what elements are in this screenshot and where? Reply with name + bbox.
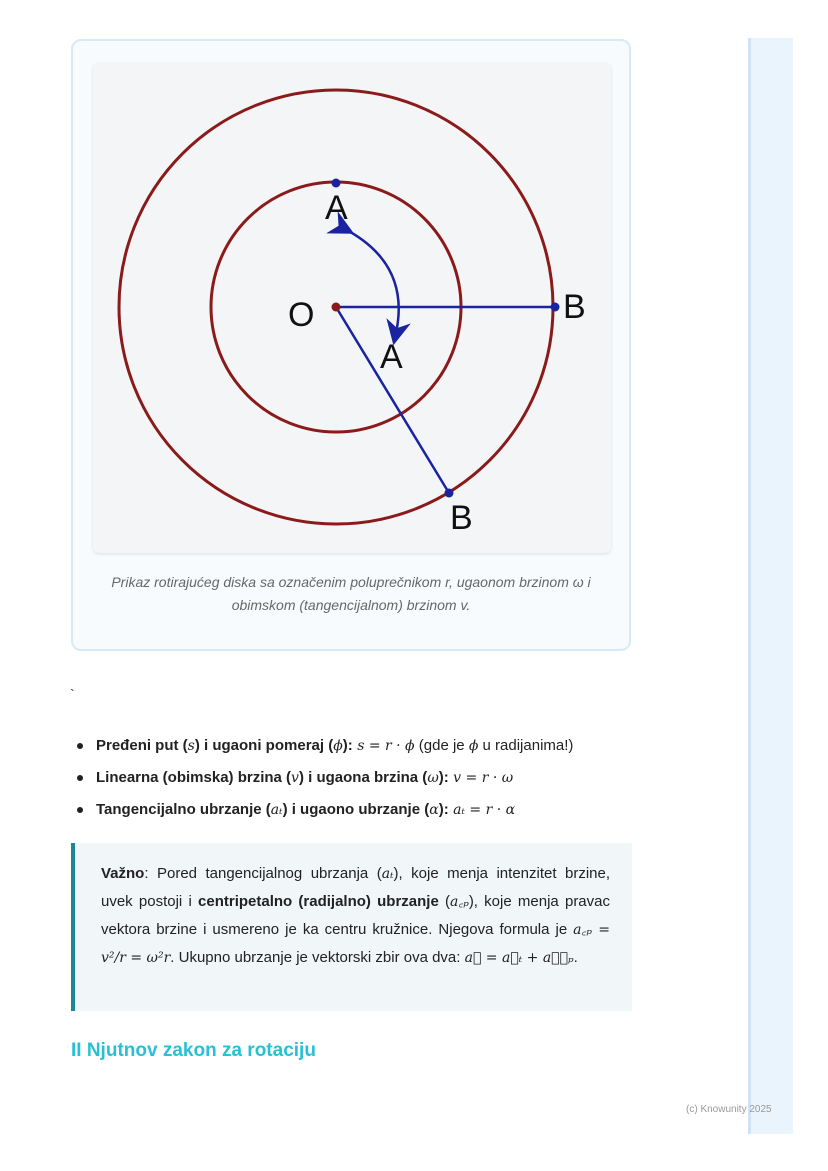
side-panel (748, 38, 793, 1134)
rotating-disk-diagram (93, 63, 611, 553)
center-point (332, 303, 341, 312)
list-item: Pređeni put (s) i ugaoni pomeraj (ϕ): s = r · ϕ (gde je ϕ u radijanima!) (72, 730, 573, 762)
section-heading: II Njutnov zakon za rotaciju (71, 1040, 316, 1061)
list-item: Linearna (obimska) brzina (v) i ugaona brzina (ω): v = r · ω (72, 762, 573, 794)
copyright-footer: (c) Knowunity 2025 (686, 1104, 772, 1115)
point-b-lower (445, 489, 454, 498)
label-b-right: B (563, 288, 586, 326)
note-label: Važno (101, 865, 145, 882)
radius-line-diagonal (336, 307, 449, 493)
figure-caption: Prikaz rotirajućeg diska sa označenim poluprečnikom r, ugaonom brzinom ω i obimskom (tangencijalnom) brzinom v. (111, 574, 591, 613)
label-a-angle: A (380, 338, 403, 376)
point-b-right (551, 303, 560, 312)
list-item: Tangencijalno ubrzanje (aₜ) i ugaono ubrzanje (α): aₜ = r · α (72, 794, 573, 826)
label-b-lower: B (450, 499, 473, 537)
figure-card (71, 39, 631, 651)
formula-list (72, 730, 573, 826)
stray-mark: ` (70, 686, 75, 702)
label-o: O (288, 296, 315, 334)
point-a-top (332, 179, 341, 188)
label-a-top: A (325, 189, 348, 227)
important-note: Važno: Pored tangencijalnog ubrzanja (aₜ), koje menja intenzitet brzine, uvek postoji i centripetalno (radijalno) ubrzanje (a꜀ₚ), koje menja pravac vektora brzine i usmereno je ka centru kružnice. Njegova formula je a꜀ₚ = v²/r = ω²r. Ukupno ubrzanje je vektorski zbir ova dva: a⃗ = a⃗ₜ + a⃗꜀ₚ. (71, 843, 632, 1011)
rotation-arrow (343, 228, 399, 333)
